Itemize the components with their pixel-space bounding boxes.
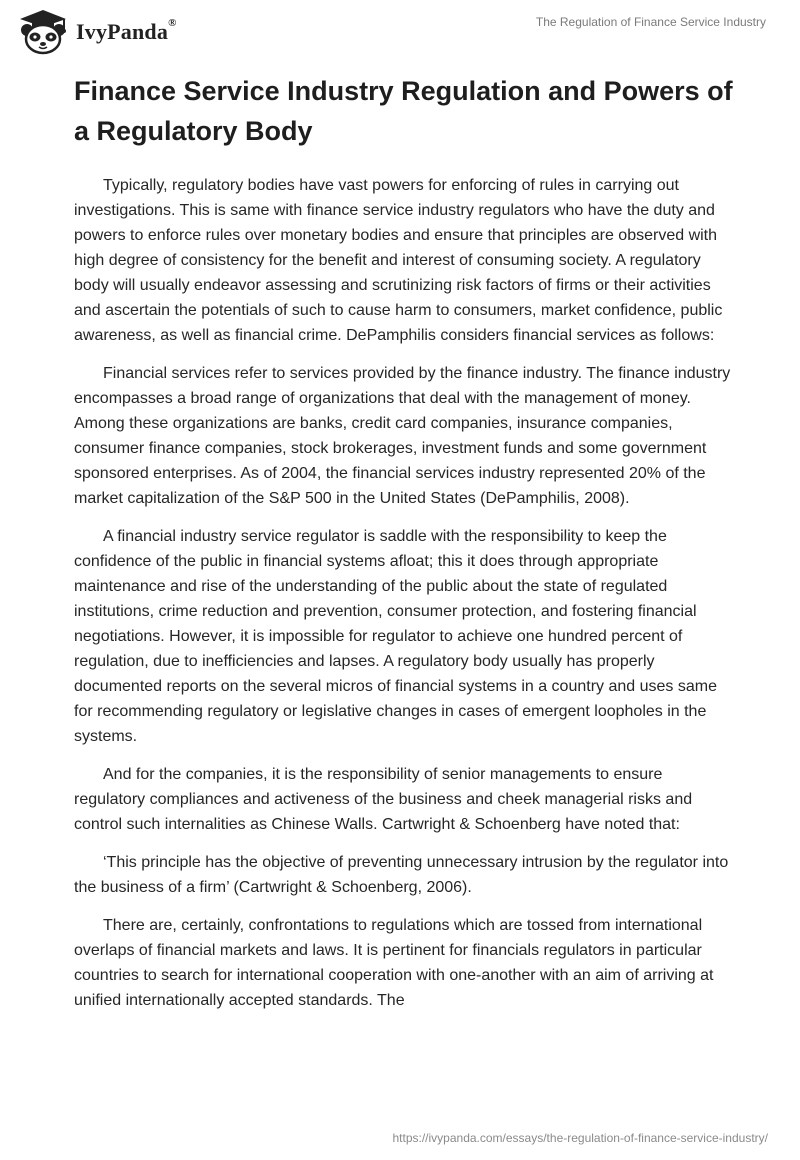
page-header bbox=[0, 0, 800, 62]
article-body bbox=[74, 173, 734, 1026]
paragraph: And for the companies, it is the responsibility of senior managements to ensure regulatory compliances and activeness of the business and cheek managerial risks and control such internalities as Chinese Walls. Cartwright & Schoenberg have noted that: bbox=[74, 766, 693, 833]
paragraph: A financial industry service regulator is saddle with the responsibility to keep the confidence of the public in financial systems afloat; this it does through appropriate maintenance and rise of the understanding of the public about the state of regulated institutions, crime reduction and prevention, consumer protection, and fostering financial negotiations. However, it is impossible for regulator to achieve one hundred percent of regulation, due to inefficiencies and lapses. A regulatory body usually has properly documented reports on the several micros of financial systems in a country and uses same for recommending regulatory or legislative changes in cases of emergent loopholes in the systems. bbox=[74, 528, 717, 745]
registered-mark: ® bbox=[168, 17, 177, 29]
paragraph: Typically, regulatory bodies have vast powers for enforcing of rules in carrying out investigations. This is same with finance service industry regulators who have the duty and powers to enforce rules over monetary bodies and ensure that principles are observed with high degree of consistency for the benefit and interest of consuming society. A regulatory body will usually endeavor assessing and scrutinizing risk factors of firms or their activities and ascertain the potentials of such to cause harm to consumers, market confidence, public awareness, as well as financial crime. DePamphilis considers financial services as follows: bbox=[74, 177, 723, 344]
paragraph: There are, certainly, confrontations to regulations which are tossed from international overlaps of financial markets and laws. It is pertinent for financials regulators in particular countries to search for international cooperation with one-another with an aim of arriving at unified internationally accepted standards. The bbox=[74, 917, 714, 1009]
running-title: The Regulation of Finance Service Industry bbox=[535, 15, 766, 29]
brand-name: IvyPanda® bbox=[76, 17, 177, 44]
paragraph: Financial services refer to services provided by the finance industry. The finance industry encompasses a broad range of organizations that deal with the management of money. Among these organizations are banks, credit card companies, insurance companies, consumer finance companies, stock brokerages, investment funds and some government sponsored enterprises. As of 2004, the financial services industry represented 20% of the market capitalization of the S&P 500 in the United States (DePamphilis, 2008). bbox=[74, 365, 731, 507]
ivypanda-logo[interactable] bbox=[14, 8, 177, 56]
paragraph: ‘This principle has the objective of preventing unnecessary intrusion by the regulator into the business of a firm’ (Cartwright & Schoenberg, 2006). bbox=[74, 854, 729, 896]
source-url-link[interactable]: https://ivypanda.com/essays/the-regulation-of-finance-service-industry/ bbox=[392, 1131, 768, 1145]
panda-graduate-icon bbox=[14, 8, 72, 56]
page-title: Finance Service Industry Regulation and Powers of a Regulatory Body bbox=[74, 76, 733, 146]
